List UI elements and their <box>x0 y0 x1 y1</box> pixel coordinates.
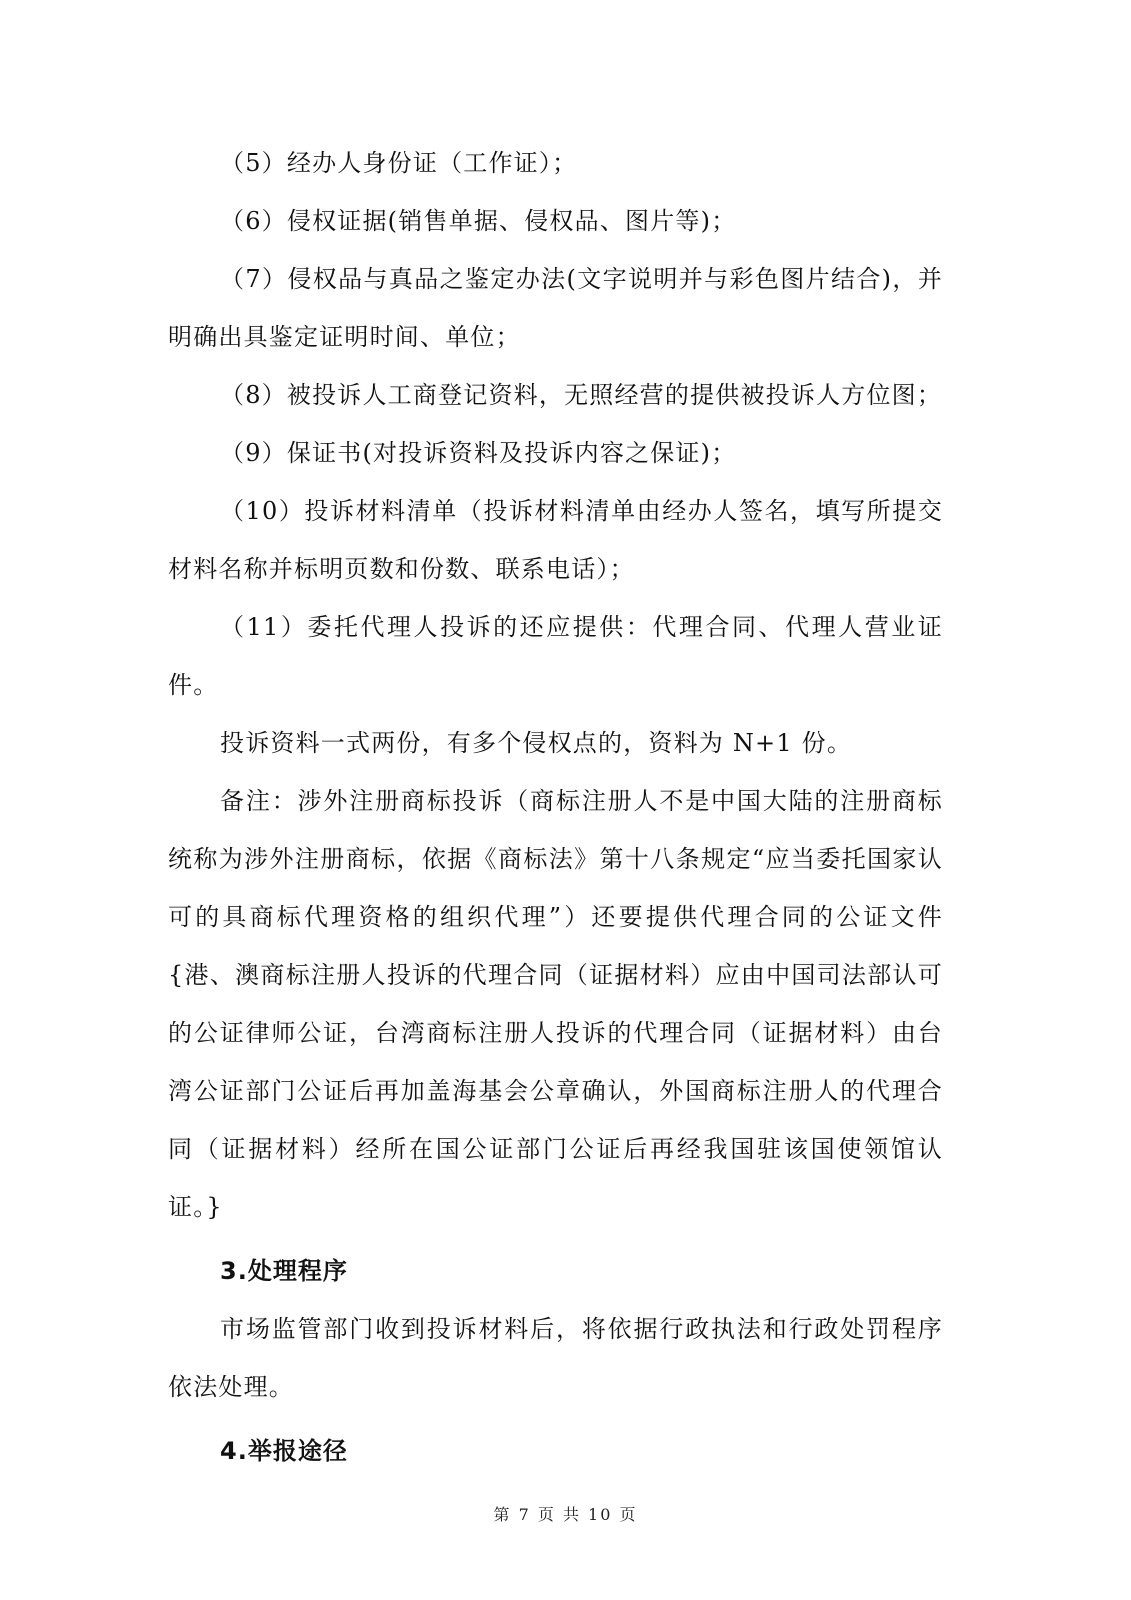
section-3-text: 市场监管部门收到投诉材料后，将依据行政执法和行政处罚程序依法处理。 <box>168 1315 943 1401</box>
list-item-5: （5）经办人身份证（工作证）； <box>220 149 578 177</box>
document-body <box>168 134 943 1480</box>
list-item-6: （6）侵权证据(销售单据、侵权品、图片等)； <box>220 207 737 235</box>
list-item-10: （10）投诉材料清单（投诉材料清单由经办人签名，填写所提交材料名称并标明页数和份数、联系电话）； <box>168 497 943 583</box>
page-number-footer: 第 7 页 共 10 页 <box>493 1505 638 1524</box>
copies-note: 投诉资料一式两份，有多个侵权点的，资料为 N+1 份。 <box>220 729 853 757</box>
list-item-7: （7）侵权品与真品之鉴定办法(文字说明并与彩色图片结合)，并明确出具鉴定证明时间、单位； <box>168 265 943 351</box>
remarks-paragraph: 备注：涉外注册商标投诉（商标注册人不是中国大陆的注册商标统称为涉外注册商标，依据《商标法》第十八条规定“应当委托国家认可的具商标代理资格的组织代理”）还要提供代理合同的公证文件{港、澳商标注册人投诉的代理合同（证据材料）应由中国司法部认可的公证律师公证，台湾商标注册人投诉的代理合同（证据材料）由台湾公证部门公证后再加盖海基会公章确认，外国商标注册人的代理合同（证据材料）经所在国公证部门公证后再经我国驻该国使领馆认证。} <box>168 787 943 1221</box>
list-item-9: （9）保证书(对投诉资料及投诉内容之保证)； <box>220 439 737 467</box>
list-item-11: （11）委托代理人投诉的还应提供：代理合同、代理人营业证件。 <box>168 613 943 699</box>
section-4-heading: 4.举报途径 <box>220 1437 348 1465</box>
section-3-heading: 3.处理程序 <box>220 1257 348 1285</box>
list-item-8: （8）被投诉人工商登记资料，无照经营的提供被投诉人方位图； <box>220 381 943 409</box>
